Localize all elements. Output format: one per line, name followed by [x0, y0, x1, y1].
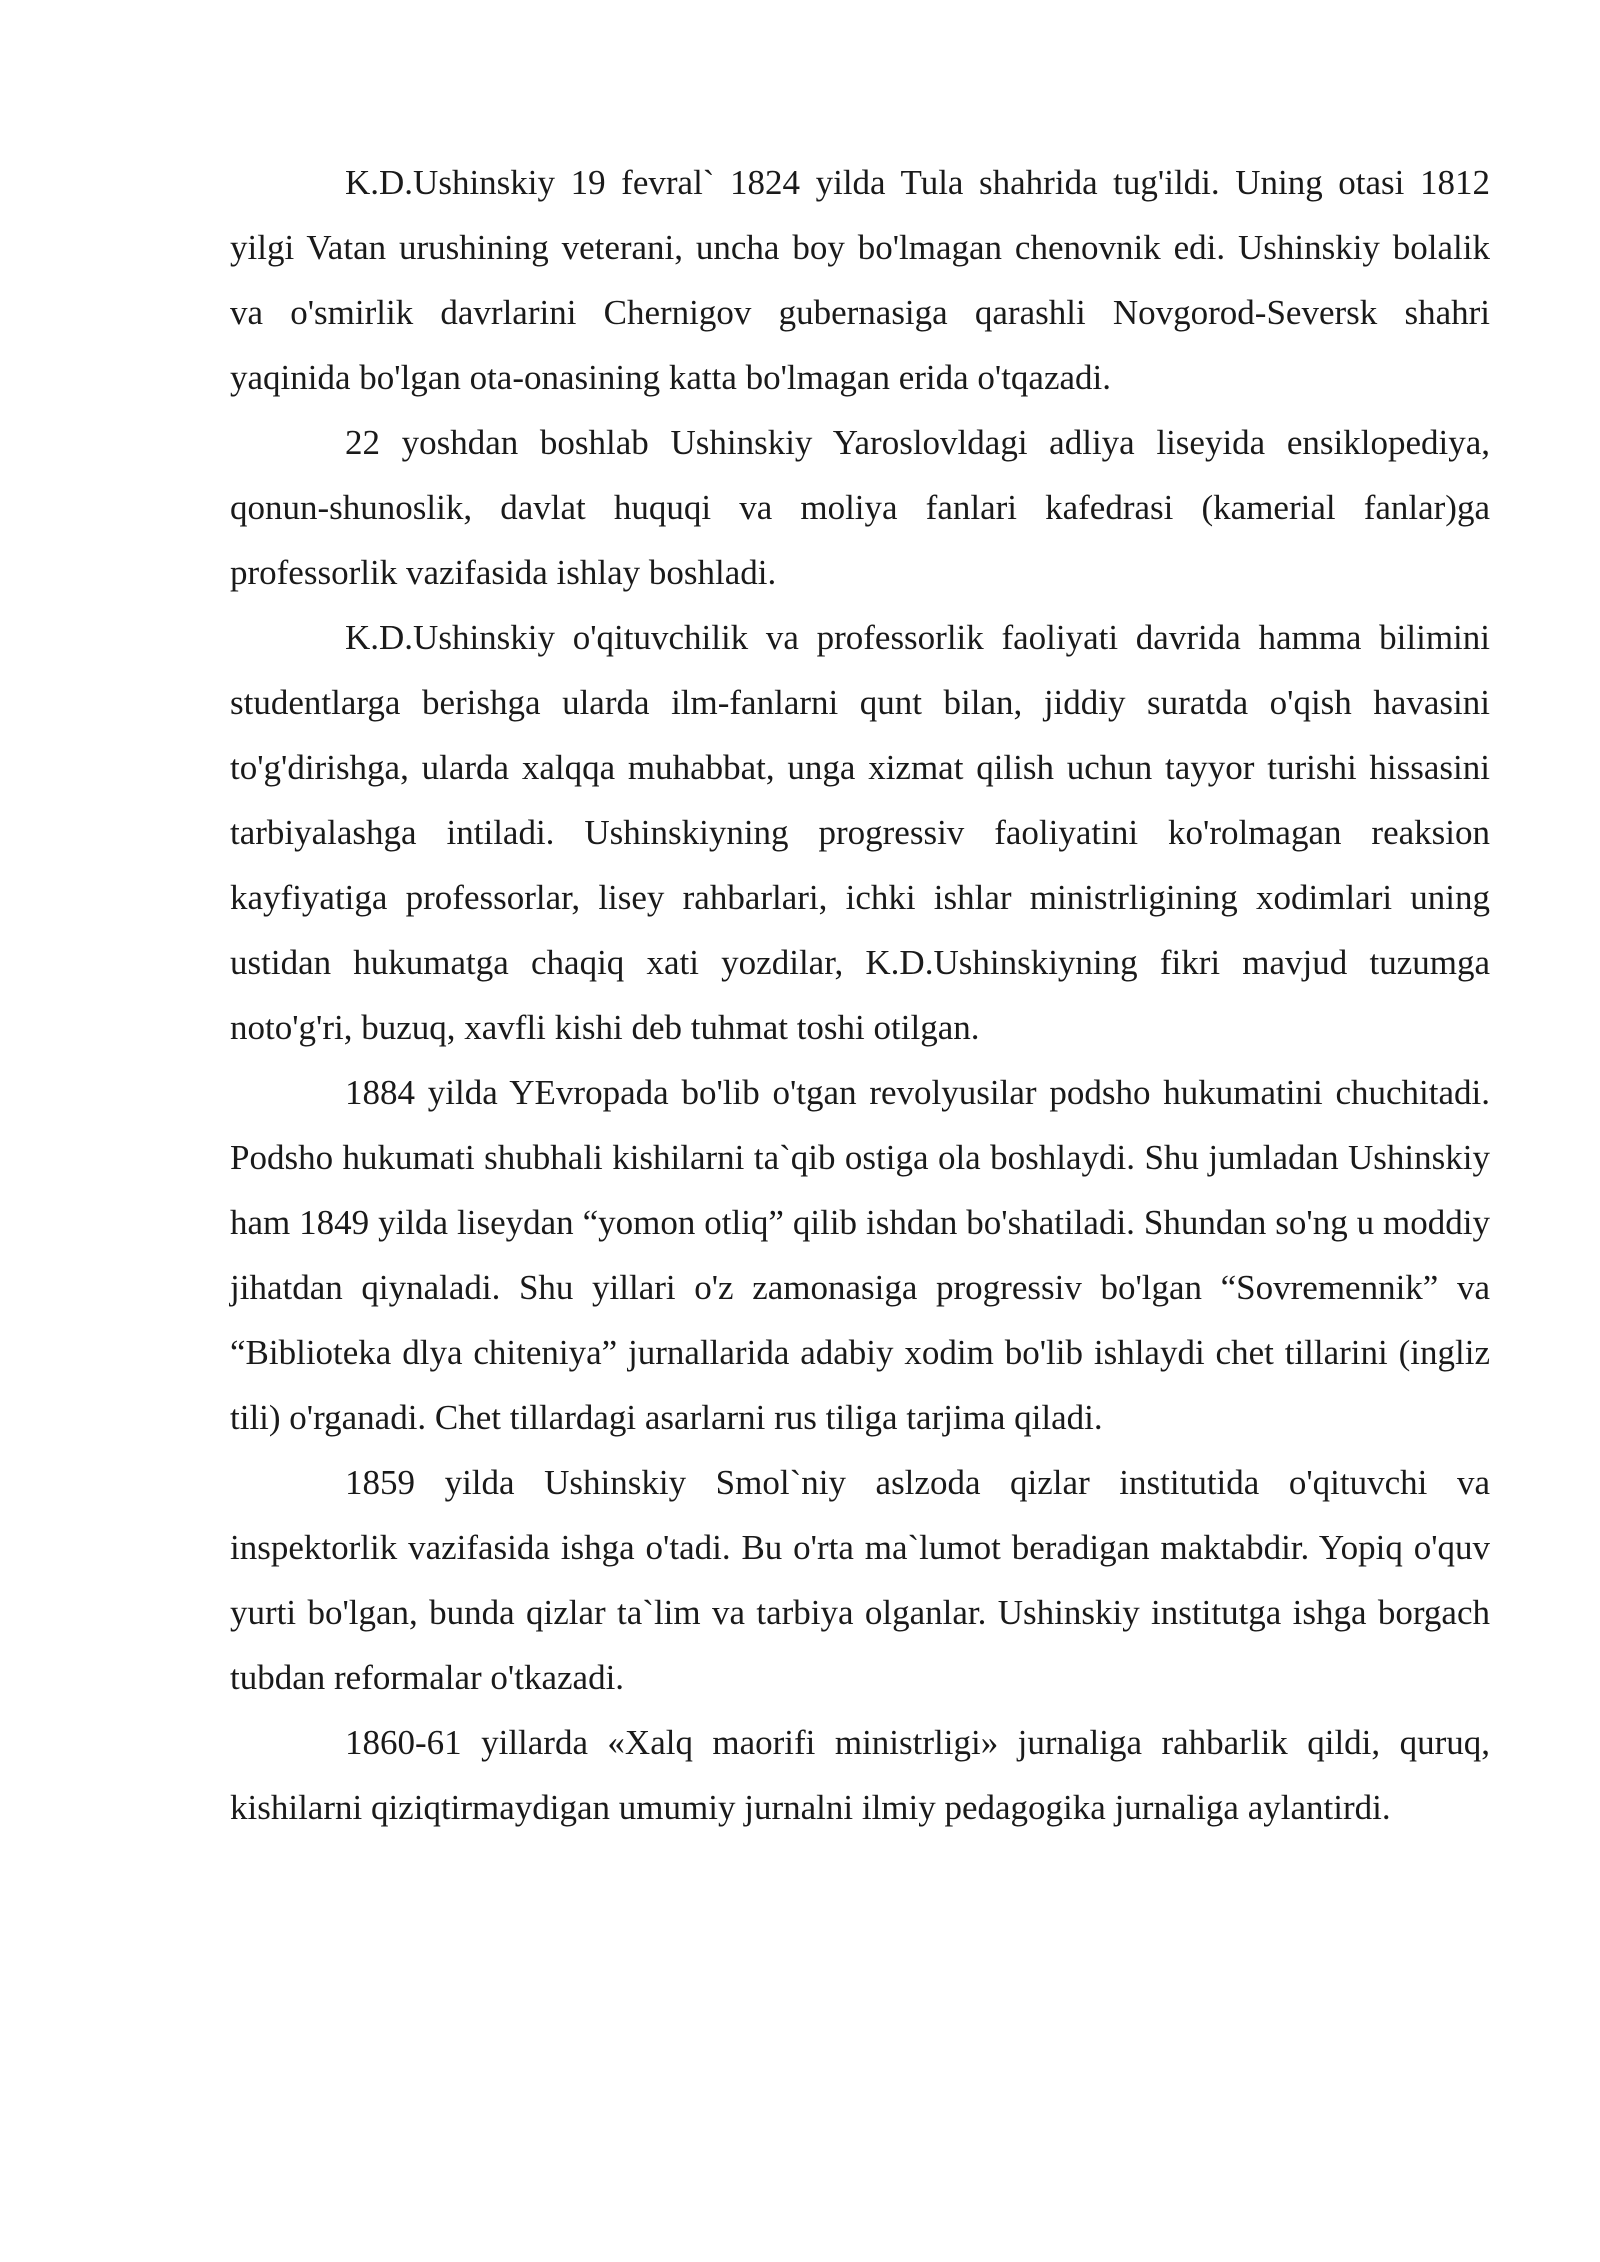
paragraph-smolny-institute: 1859 yilda Ushinskiy Smol`niy aslzoda qizlar institutida o'qituvchi va inspektorlik vazifasida ishga o'tadi. Bu o'rta ma`lumot beradigan maktabdir. Yopiq o'quv yurti bo'lgan, bunda qizlar ta`lim va tarbiya olganlar. Ushinskiy institutga ishga borgach tubdan reformalar o'tkazadi. [230, 1463, 1490, 1697]
paragraph-teaching-activity: K.D.Ushinskiy o'qituvchilik va professorlik faoliyati davrida hamma bilimini studentlarga berishga ularda ilm-fanlarni qunt bilan, jiddiy suratda o'qish havasini to'g'dirishga, ularda xalqqa muhabbat, unga xizmat qilish uchun tayyor turishi hissasini tarbiyalashga intiladi. Ushinskiyning progressiv faoliyatini ko'rolmagan reaksion kayfiyatiga professorlar, lisey rahbarlari, ichki ishlar ministrligining xodimlari uning ustidan hukumatga chaqiq xati yozdilar, K.D.Ushinskiyning fikri mavjud tuzumga noto'g'ri, buzuq, xavfli kishi deb tuhmat toshi otilgan. [230, 618, 1490, 1047]
paragraph-journal: 1860-61 yillarda «Xalq maorifi ministrligi» jurnaliga rahbarlik qildi, quruq, kishilarni qiziqtirmaydigan umumiy jurnalni ilmiy pedagogika jurnaliga aylantirdi. [230, 1723, 1490, 1827]
paragraph-dismissal: 1884 yilda YEvropada bo'lib o'tgan revolyusilar podsho hukumatini chuchitadi. Podsho hukumati shubhali kishilarni ta`qib ostiga ola boshlaydi. Shu jumladan Ushinskiy ham 1849 yilda liseydan “yomon otliq” qilib ishdan bo'shatiladi. Shundan so'ng u moddiy jihatdan qiynaladi. Shu yillari o'z zamonasiga progressiv bo'lgan “Sovremennik” va “Biblioteka dlya chiteniya” jurnallarida adabiy xodim bo'lib ishlaydi chet tillarini (ingliz tili) o'rganadi. Chet tillardagi asarlarni rus tiliga tarjima qiladi. [230, 1073, 1490, 1437]
document-page [230, 150, 1490, 1840]
paragraph-professorship: 22 yoshdan boshlab Ushinskiy Yaroslovldagi adliya liseyida ensiklopediya, qonun-shunoslik, davlat huquqi va moliya fanlari kafedrasi (kamerial fanlar)ga professorlik vazifasida ishlay boshladi. [230, 423, 1490, 592]
paragraph-birth: K.D.Ushinskiy 19 fevral` 1824 yilda Tula shahrida tug'ildi. Uning otasi 1812 yilgi Vatan urushining veterani, uncha boy bo'lmagan chenovnik edi. Ushinskiy bolalik va o'smirlik davrlarini Chernigov gubernasiga qarashli Novgorod-Seversk shahri yaqinida bo'lgan ota-onasining katta bo'lmagan erida o'tqazadi. [230, 163, 1490, 397]
